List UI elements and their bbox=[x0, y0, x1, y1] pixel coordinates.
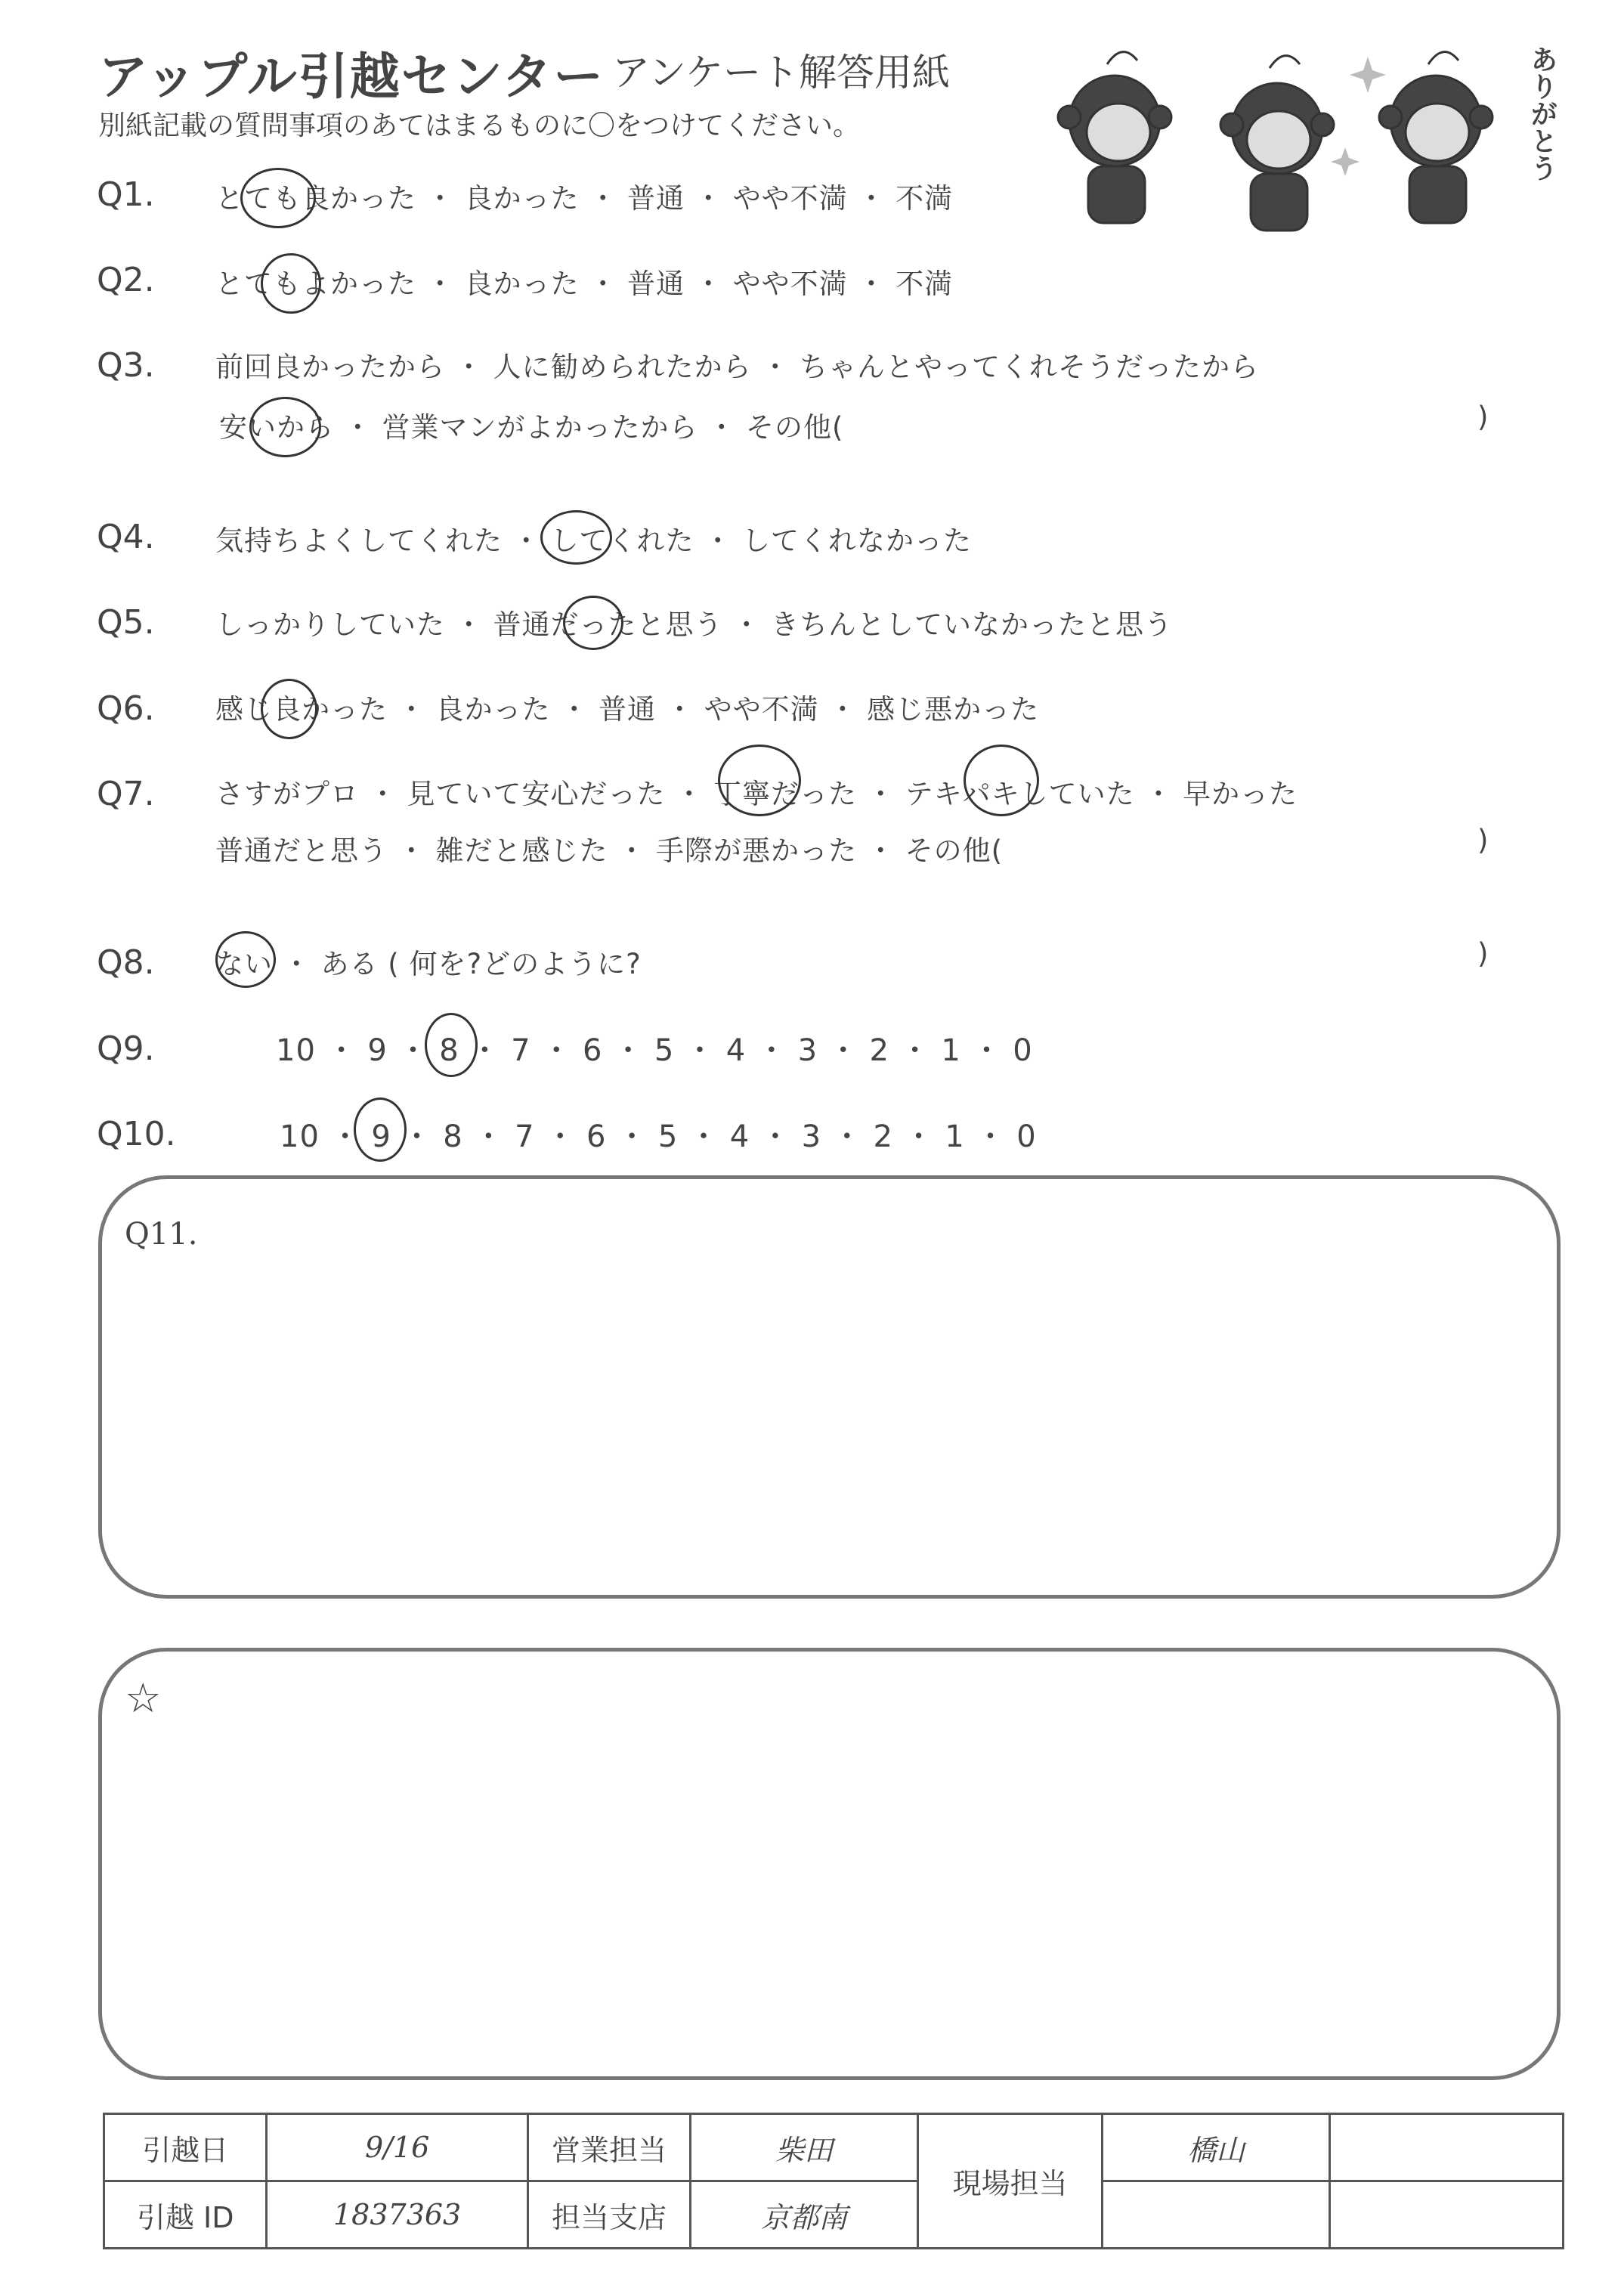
q4-options: 気持ちよくしてくれた ・ してくれた ・ してくれなかった bbox=[215, 525, 973, 557]
q10-label: Q10. bbox=[97, 1115, 176, 1153]
sparkle-icon bbox=[1331, 57, 1386, 176]
q1-options: とても良かった ・ 良かった ・ 普通 ・ やや不満 ・ 不満 bbox=[215, 182, 954, 215]
mascot-caption: ありがとう bbox=[1527, 45, 1557, 181]
q10-answer-circle bbox=[354, 1097, 407, 1162]
q1-label: Q1. bbox=[97, 175, 155, 214]
q9-answer-circle bbox=[425, 1013, 478, 1077]
branch-value: 京都南 bbox=[691, 2181, 918, 2249]
sales-label: 営業担当 bbox=[527, 2114, 690, 2181]
q11-label: Q11. bbox=[125, 1217, 198, 1252]
q2-answer-circle bbox=[261, 253, 321, 314]
q4-answer-circle bbox=[540, 510, 612, 565]
star-label: ☆ bbox=[125, 1674, 162, 1722]
q10-scale: 10 ・ 9 ・ 8 ・ 7 ・ 6 ・ 5 ・ 4 ・ 3 ・ 2 ・ 1 ・ 0 bbox=[280, 1119, 1037, 1154]
form-title: アップル引越センター bbox=[98, 48, 605, 106]
instruction-text: 別紙記載の質問事項のあてはまるものに〇をつけてください。 bbox=[98, 110, 861, 141]
footer-empty-cell-3 bbox=[1330, 2181, 1564, 2249]
sales-value: 柴田 bbox=[691, 2114, 918, 2181]
move-date-value: 9/16 bbox=[267, 2114, 527, 2181]
footer-empty-cell-2 bbox=[1103, 2181, 1330, 2249]
q6-answer-circle bbox=[261, 679, 317, 739]
footer-empty-cell-1 bbox=[1330, 2114, 1564, 2181]
q8-label: Q8. bbox=[97, 943, 155, 982]
q11-comment-box[interactable] bbox=[98, 1175, 1561, 1599]
move-date-label: 引越日 bbox=[104, 2114, 267, 2181]
q8-options: ない ・ ある ( 何を?どのように? bbox=[215, 948, 642, 980]
monkey-right-icon bbox=[1379, 52, 1493, 223]
form-subtitle: アンケート解答用紙 bbox=[612, 51, 950, 94]
q2-options: とてもよかった ・ 良かった ・ 普通 ・ やや不満 ・ 不満 bbox=[215, 268, 954, 300]
star-comment-box[interactable] bbox=[98, 1648, 1561, 2080]
monkey-middle-icon bbox=[1220, 56, 1334, 231]
site-label: 現場担当 bbox=[918, 2114, 1103, 2249]
q3-close-paren: ) bbox=[1477, 401, 1489, 433]
q7-answer-circle-1 bbox=[718, 745, 801, 816]
monkey-mascot-illustration bbox=[1035, 34, 1564, 238]
q7-answer-circle-2 bbox=[964, 745, 1039, 816]
q3-options-line1: 前回良かったから ・ 人に勧められたから ・ ちゃんとやってくれそうだったから bbox=[215, 351, 1260, 383]
q7-options-line1: さすがプロ ・ 見ていて安心だった ・ 丁寧だった ・ テキパキしていた ・ 早かった bbox=[215, 778, 1298, 810]
monkey-left-icon bbox=[1058, 52, 1171, 223]
q6-options: 感じ良かった ・ 良かった ・ 普通 ・ やや不満 ・ 感じ悪かった bbox=[215, 693, 1040, 726]
q6-label: Q6. bbox=[97, 689, 155, 728]
footer-info-table bbox=[103, 2113, 1564, 2249]
q3-answer-circle bbox=[249, 397, 321, 457]
site-value: 橋山 bbox=[1103, 2114, 1330, 2181]
q9-label: Q9. bbox=[97, 1029, 155, 1068]
move-id-label: 引越 ID bbox=[104, 2181, 267, 2249]
q9-scale: 10 ・ 9 ・ 8 ・ 7 ・ 6 ・ 5 ・ 4 ・ 3 ・ 2 ・ 1 ・ 0 bbox=[276, 1033, 1033, 1068]
q2-label: Q2. bbox=[97, 261, 155, 299]
q5-answer-circle bbox=[563, 596, 623, 650]
q7-options-line2: 普通だと思う ・ 雑だと感じた ・ 手際が悪かった ・ その他( bbox=[215, 834, 1004, 867]
branch-label: 担当支店 bbox=[527, 2181, 690, 2249]
q5-options: しっかりしていた ・ 普通だったと思う ・ きちんとしていなかったと思う bbox=[215, 608, 1174, 641]
q7-close-paren: ) bbox=[1477, 824, 1489, 856]
q8-close-paren: ) bbox=[1477, 937, 1489, 970]
q4-label: Q4. bbox=[97, 518, 155, 556]
q3-label: Q3. bbox=[97, 346, 155, 385]
q1-answer-circle bbox=[240, 168, 316, 228]
q8-answer-circle bbox=[215, 931, 276, 988]
move-id-value: 1837363 bbox=[267, 2181, 527, 2249]
q5-label: Q5. bbox=[97, 603, 155, 642]
q7-label: Q7. bbox=[97, 775, 155, 813]
q3-options-line2: 安いから ・ 営業マンがよかったから ・ その他( bbox=[219, 411, 844, 444]
